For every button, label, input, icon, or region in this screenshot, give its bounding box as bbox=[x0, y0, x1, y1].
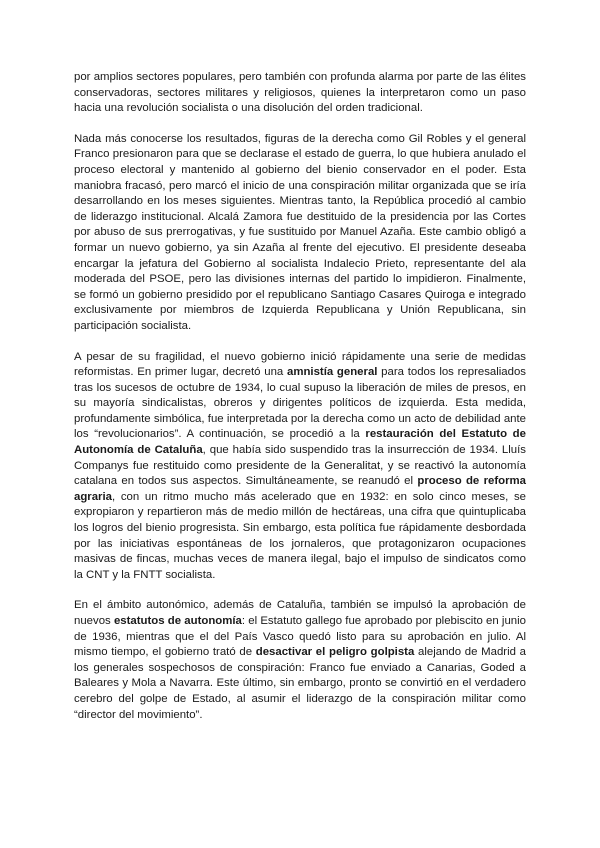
paragraph bbox=[74, 70, 526, 117]
text-run: por amplios sectores populares, pero también con profunda alarma por parte de las élites conservadoras, sectores militares y religiosos, quienes la interpretaron como un paso hacia una revolución socialista o una disolución del orden tradicional. bbox=[74, 71, 526, 115]
bold-term-estatuto-cataluna: restauración del Estatuto de Autonomía de Cataluña bbox=[74, 428, 526, 457]
text-run: , que había sido suspendido tras la insurrección de 1934. Lluís Companys fue restituido como presidente de la Generalitat, y se reactivó la autonomía catalana en todos sus aspectos. Simultáneamente, se reanudó el bbox=[74, 444, 526, 488]
bold-term-estatutos: estatutos de autonomía bbox=[113, 615, 242, 627]
paragraph bbox=[74, 132, 526, 335]
text-run: : el Estatuto gallego fue aprobado por plebiscito en junio de 1936, mientras que el del País Vasco quedó listo para su aprobación en julio. Al mismo tiempo, el gobierno trató de bbox=[74, 615, 526, 659]
bold-term-reforma-agraria: proceso de reforma agraria bbox=[74, 475, 526, 503]
paragraph bbox=[74, 598, 526, 723]
text-run: A pesar de su fragilidad, el nuevo gobierno inició rápidamente una serie de medidas reformistas. En primer lugar, decretó una bbox=[74, 350, 526, 379]
text-run: para todos los represaliados tras los sucesos de octubre de 1934, lo cual supuso la liberación de miles de presos, en su mayoría sindicalistas, obreros y dirigentes políticos de izquierda. Esta medida, profundamente simbólica, fue interpretada por la derecha como un acto de debilidad ante los “revolucionarios”. A continuación, se procedió a la bbox=[74, 366, 526, 441]
text-run: , con un ritmo mucho más acelerado que en 1932: en solo cinco meses, se expropiaron y repartieron más de medio millón de hectáreas, una cifra que quintuplicaba los logros del bienio progresista. Sin embargo, esta política fue rápidamente desbordada por las iniciativas espontáneas de los jornaleros, que protagonizaron ocupaciones masivas de fincas, muchas veces de manera ilegal, bajo el impulso de sindicatos como la CNT y la FNTT socialista. bbox=[74, 490, 526, 581]
bold-term-golpista: desactivar el peligro golpista bbox=[255, 646, 415, 659]
text-run: alejando de Madrid a los generales sospechosos de conspiración: Franco fue enviado a Canarias, Goded a Baleares y Mola a Navarra. Este último, sin embargo, pronto se convirtió en el verdadero cerebro del golpe de Estado, al asumir el liderazgo de la conspiración militar como “director del movimiento”. bbox=[74, 646, 526, 721]
paragraph bbox=[74, 350, 526, 584]
text-run: Nada más conocerse los resultados, figuras de la derecha como Gil Robles y el general Franco presionaron para que se declarase el estado de guerra, lo que hubiera anulado el proceso electoral y mantenido al gobierno del bienio conservador en el poder. Esta maniobra fracasó, pero marcó el inicio de una conspiración militar organizada que se iría desarrollando en los meses siguientes. Mientras tanto, la República procedió al cambio de liderazgo institucional. Alcalá Zamora fue destituido de la presidencia por las Cortes por abuso de sus prerrogativas, y fue sustituido por Manuel Azaña. Este cambio obligó a formar un nuevo gobierno, ya sin Azaña al frente del ejecutivo. El presidente deseaba encargar la jefatura del Gobierno al socialista Indalecio Prieto, representante del ala moderada del PSOE, pero las divisiones internas del partido lo impidieron. Finalmente, se formó un gobierno presidido por el republicano Santiago Casares Quiroga e integrado exclusivamente por miembros de Izquierda Republicana y Unión Republicana, sin participación socialista. bbox=[74, 132, 526, 332]
document-body bbox=[74, 70, 526, 738]
text-run: En el ámbito autonómico, además de Cataluña, también se impulsó la aprobación de nuevos bbox=[74, 599, 526, 627]
bold-term-amnistia: amnistía general bbox=[286, 366, 378, 379]
